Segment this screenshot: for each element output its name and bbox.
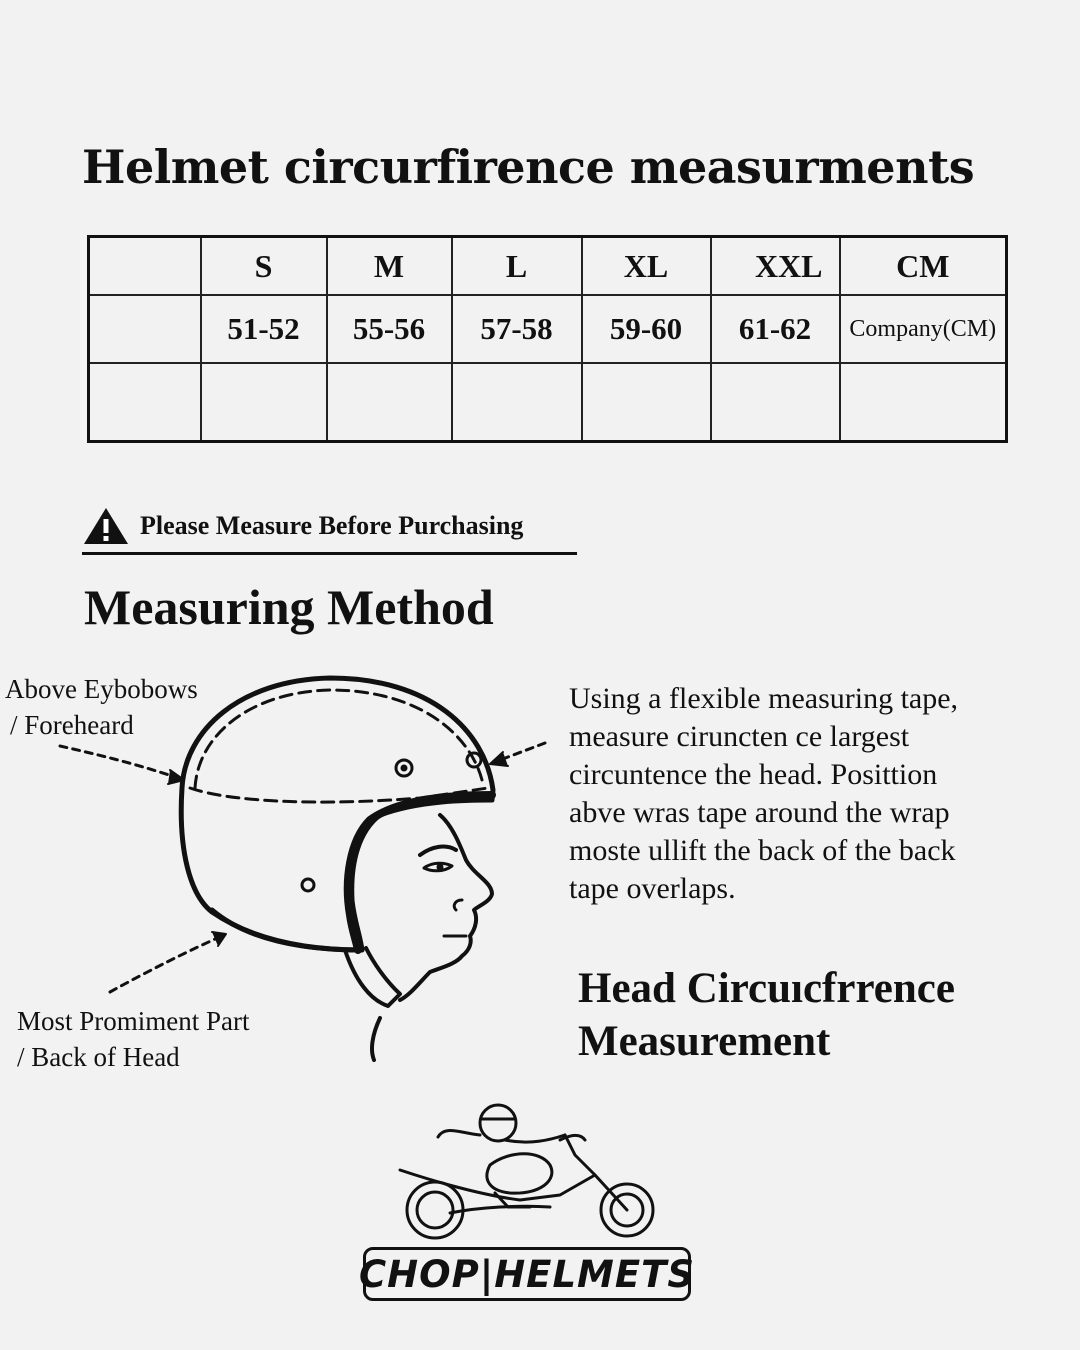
empty-cell xyxy=(89,363,201,442)
row-label-cell xyxy=(89,295,201,363)
instruction-line: Using a flexible measuring tape, xyxy=(569,682,959,715)
size-header-xxl: XXL xyxy=(711,237,840,296)
size-range-row xyxy=(89,295,1007,363)
unit-label: Company(CM) xyxy=(840,295,1007,363)
range-m: 55-56 xyxy=(327,295,452,363)
size-header-l: L xyxy=(452,237,582,296)
helmet-head-illustration xyxy=(0,650,560,1080)
size-header-m: M xyxy=(327,237,452,296)
empty-cell xyxy=(201,363,327,442)
head-title-line-2: Measurement xyxy=(578,1018,831,1065)
instruction-line: abve wras tape around the wrap xyxy=(569,796,950,829)
size-header-xl: XL xyxy=(582,237,711,296)
warning-banner xyxy=(82,500,577,555)
head-circumference-title xyxy=(578,962,955,1068)
empty-row xyxy=(89,363,1007,442)
instruction-line: circuntence the head. Posittion xyxy=(569,758,938,791)
corner-cell xyxy=(89,237,201,296)
range-l: 57-58 xyxy=(452,295,582,363)
empty-cell xyxy=(327,363,452,442)
instruction-line: measure ciruncten ce largest xyxy=(569,720,910,753)
size-table xyxy=(87,235,1008,443)
empty-cell xyxy=(582,363,711,442)
size-header-s: S xyxy=(201,237,327,296)
unit-header: CM xyxy=(840,237,1007,296)
back-label-line-2: / Back of Head xyxy=(17,1042,180,1072)
range-xl: 59-60 xyxy=(582,295,711,363)
motorcycle-rider-logo xyxy=(390,1095,660,1243)
back-label-line-1: Most Promiment Part xyxy=(17,1006,250,1036)
size-header-row xyxy=(89,237,1007,296)
range-xxl: 61-62 xyxy=(711,295,840,363)
empty-cell xyxy=(452,363,582,442)
instructions-text xyxy=(569,680,1029,908)
empty-cell xyxy=(711,363,840,442)
warning-triangle-icon xyxy=(82,506,130,546)
empty-cell xyxy=(840,363,1007,442)
front-label-line-2: / Foreheard xyxy=(10,710,134,740)
warning-text: Please Measure Before Purchasing xyxy=(140,511,524,540)
measuring-method-title: Measuring Method xyxy=(84,579,494,635)
instruction-line: moste ullift the back of the back xyxy=(569,834,956,867)
instruction-line: tape overlaps. xyxy=(569,872,736,905)
range-s: 51-52 xyxy=(201,295,327,363)
page-title: Helmet circurfirence measurments xyxy=(82,140,975,194)
front-label-line-1: Above Eybobows xyxy=(5,674,198,704)
head-title-line-1: Head Circuıcfrrence xyxy=(578,965,955,1012)
brand-logo: CHOP|HELMETS xyxy=(363,1247,691,1301)
